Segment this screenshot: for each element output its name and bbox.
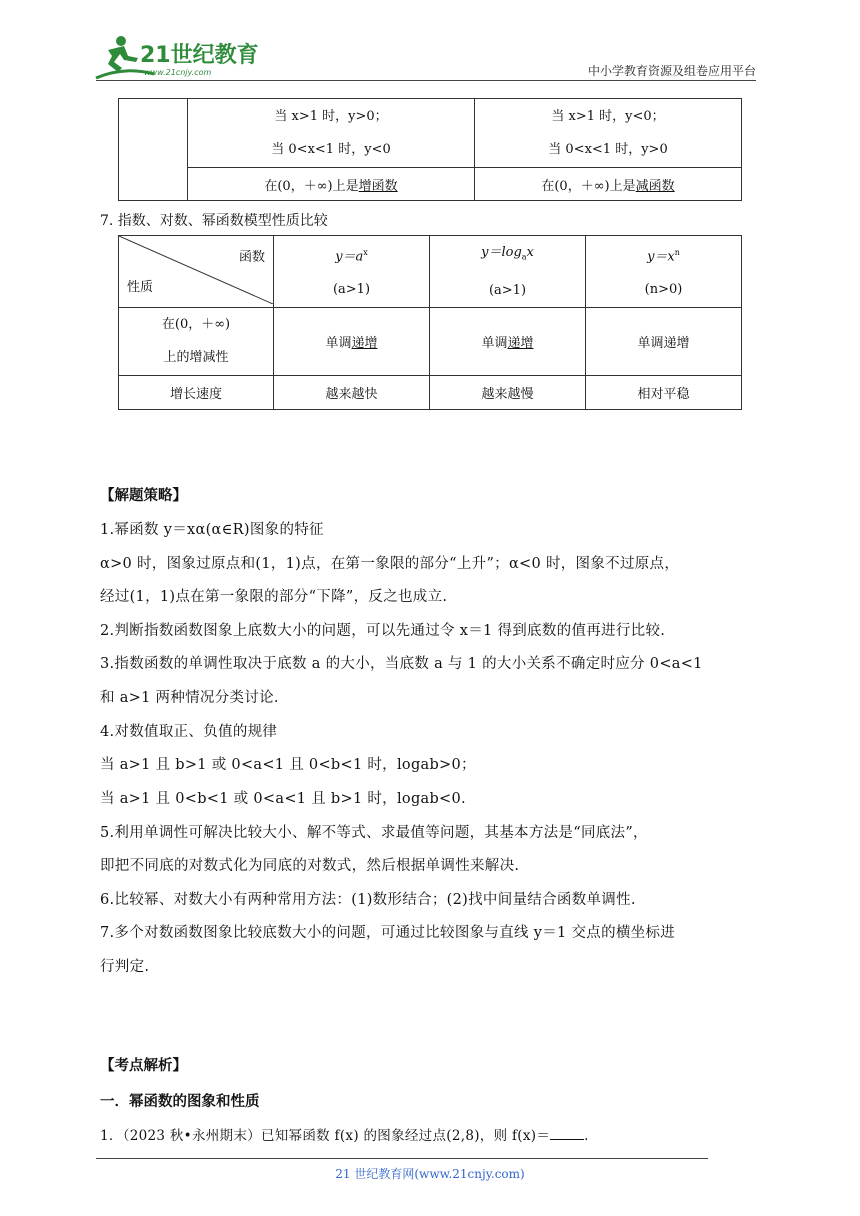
positive-case-cell	[188, 99, 475, 168]
logo-text: 21世纪教育	[140, 43, 259, 68]
section-7-heading: 7. 指数、对数、幂函数模型性质比较	[100, 213, 328, 229]
strategy-line-6: 和 a>1 两种情况分类讨论.	[100, 690, 279, 706]
exp-growth: 越来越快	[274, 375, 430, 409]
strategy-line-3: 经过(1，1)点在第一象限的部分“下降”，反之也成立.	[100, 589, 448, 605]
strategy-line-7: 4.对数值取正、负值的规律	[100, 724, 278, 740]
increasing-function-term: 增函数	[358, 178, 398, 194]
log-function-table	[118, 98, 742, 201]
strategy-line-8: 当 a>1 且 b>1 或 0<a<1 且 0<b<1 时，logab>0；	[100, 757, 476, 773]
monotonic-label: 在(0，＋∞) 上的增减性	[119, 307, 274, 375]
left-line-2: 当 0<x<1 时，y<0	[271, 142, 391, 157]
footer-rule	[96, 1158, 708, 1159]
question-1: 1．（2023 秋•永州期末）已知幂函数 f(x) 的图象经过点(2,8)，则 f(x)＝ .	[100, 1124, 764, 1144]
log-growth: 越来越慢	[430, 375, 586, 409]
right-line-2: 当 0<x<1 时，y>0	[548, 142, 668, 157]
strategy-line-9: 当 a>1 且 0<b<1 或 0<a<1 且 b>1 时，logab<0.	[100, 791, 466, 807]
strategy-line-5: 3.指数函数的单调性取决于底数 a 的大小，当底数 a 与 1 的大小关系不确定时应分 0<a<1	[100, 656, 703, 672]
answer-blank[interactable]	[550, 1125, 584, 1140]
power-growth: 相对平稳	[586, 375, 742, 409]
log-header: $y=\log_ax$ (a>1)	[430, 236, 586, 308]
strategy-line-2: α>0 时，图象过原点和(1，1)点，在第一象限的部分“上升”；α<0 时，图象不过原点，	[100, 556, 680, 572]
strategy-line-14: 行判定.	[100, 959, 150, 975]
decreasing-function-term: 减函数	[635, 178, 675, 194]
exp-header: $y=a^x$ (a>1)	[274, 236, 430, 308]
empty-cell	[119, 99, 188, 201]
logo-url: www.21cnjy.com	[144, 68, 212, 77]
strategy-line-4: 2.判断指数函数图象上底数大小的问题，可以先通过令 x＝1 得到底数的值再进行比较.	[100, 623, 666, 639]
strategy-line-12: 6.比较幂、对数大小有两种常用方法：(1)数形结合；(2)找中间量结合函数单调性.	[100, 892, 636, 908]
left-monotonic-cell: 在(0，＋∞)上是增函数	[188, 168, 475, 201]
power-header: $y=x^n$ (n>0)	[586, 236, 742, 308]
diag-bottom-label: 性质	[127, 279, 154, 295]
strategy-line-1: 1.幂函数 y＝xα(α∈R)图象的特征	[100, 522, 324, 538]
growth-label: 增长速度	[119, 375, 274, 409]
left-line-1: 当 x>1 时，y>0；	[274, 109, 388, 124]
header-rule	[96, 80, 756, 81]
site-logo	[94, 34, 264, 80]
log-monotonic: 单调递增	[430, 307, 586, 375]
comparison-table	[118, 235, 742, 410]
diagonal-header-cell	[119, 236, 274, 308]
power-monotonic: 单调递增	[586, 307, 742, 375]
strategy-line-13: 7.多个对数函数图象比较底数大小的问题，可通过比较图象与直线 y＝1 交点的横坐标进	[100, 925, 676, 941]
platform-name: 中小学教育资源及组卷应用平台	[587, 64, 756, 78]
strategy-title: 【解题策略】	[100, 488, 187, 504]
negative-case-cell	[475, 99, 742, 168]
analysis-subtitle: 一．幂函数的图象和性质	[100, 1094, 260, 1110]
diag-top-label: 函数	[238, 250, 265, 265]
footer-link[interactable]: 21 世纪教育网(www.21cnjy.com)	[335, 1167, 525, 1181]
exp-monotonic: 单调递增	[274, 307, 430, 375]
strategy-line-11: 即把不同底的对数式化为同底的对数式，然后根据单调性来解决.	[100, 858, 520, 874]
right-monotonic-cell: 在(0，＋∞)上是减函数	[475, 168, 742, 201]
right-line-1: 当 x>1 时，y<0；	[551, 109, 665, 124]
strategy-line-10: 5.利用单调性可解决比较大小、解不等式、求最值等问题，其基本方法是“同底法”，	[100, 825, 648, 841]
analysis-title: 【考点解析】	[100, 1058, 187, 1074]
